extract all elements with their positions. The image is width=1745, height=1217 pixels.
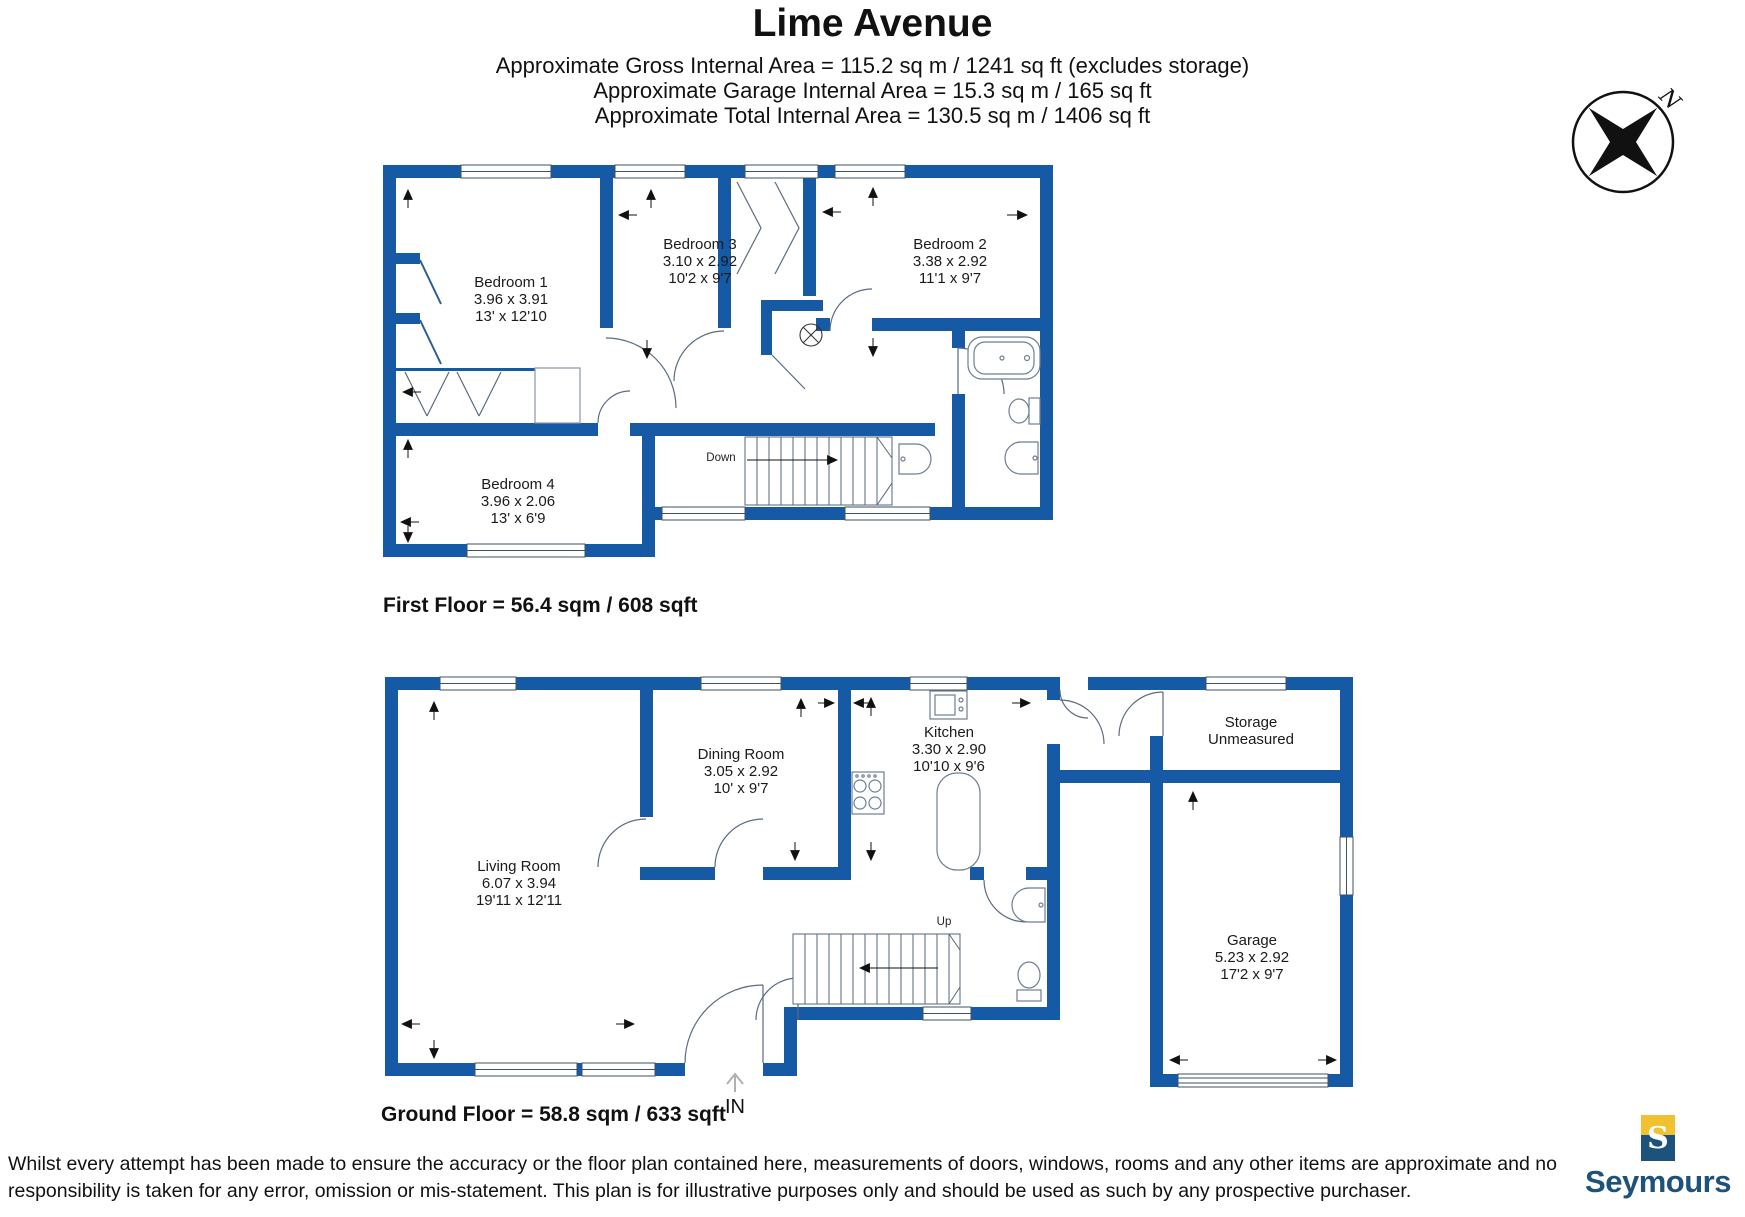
toilet-cistern: [1017, 990, 1041, 1001]
wc-fixtures: [1012, 888, 1045, 1001]
light-symbol-icon: [800, 324, 822, 346]
page-title: Lime Avenue: [752, 2, 993, 45]
gross-area-line: Approximate Gross Internal Area = 115.2 sq m / 1241 sq ft (excludes storage): [495, 53, 1250, 78]
ground-floor-caption: Ground Floor = 58.8 sqm / 633 sqft: [381, 1103, 726, 1126]
stairs-down-label: Down: [706, 452, 736, 464]
stairs-up-label: Up: [936, 916, 952, 928]
compass-north-label: N: [1653, 84, 1685, 116]
room-label-living-room: Living Room 6.07 x 3.94 19'11 x 12'11: [475, 858, 563, 909]
logo-initial: S: [1647, 1120, 1669, 1156]
room-label-bedroom-3: Bedroom 3 3.10 x 2.92 10'2 x 9'7: [662, 236, 738, 287]
garage-area-line: Approximate Garage Internal Area = 15.3 sq m / 165 sq ft: [593, 78, 1152, 103]
ground-floor-plan: [378, 672, 1363, 1132]
room-label-bedroom-4: Bedroom 4 3.96 x 2.06 13' x 6'9: [480, 476, 556, 527]
brand-name: Seymours: [1585, 1164, 1731, 1199]
first-floor-caption: First Floor = 56.4 sqm / 608 sqft: [383, 594, 698, 617]
entrance-arrow-icon: [727, 1074, 743, 1092]
seymours-logo-icon: [1641, 1115, 1675, 1161]
header: [0, 2, 1745, 128]
disclaimer: [8, 1151, 1557, 1205]
room-label-garage: Garage 5.23 x 2.92 17'2 x 9'7: [1214, 932, 1290, 983]
toilet-bowl: [1018, 962, 1040, 988]
disclaimer-line-2: responsibility is taken for any error, omission or mis-statement. This plan is for illustrative purposes only and should be used as such by any prospective purchaser.: [8, 1180, 1412, 1202]
kitchen-counter: [937, 773, 980, 870]
toilet-cistern: [1029, 398, 1040, 424]
room-label-storage: Storage Unmeasured: [1208, 714, 1294, 748]
room-label-kitchen: Kitchen 3.30 x 2.90 10'10 x 9'6: [911, 724, 987, 775]
total-area-line: Approximate Total Internal Area = 130.5 sq m / 1406 sq ft: [594, 103, 1151, 128]
disclaimer-line-1: Whilst every attempt has been made to ensure the accuracy or the floor plan contained here, measurements of doors, windows, rooms and any other items are approximate and no: [8, 1153, 1557, 1175]
first-floor-stairs: [745, 437, 892, 505]
compass-rose: [1565, 78, 1690, 203]
room-label-dining-room: Dining Room 3.05 x 2.92 10' x 9'7: [697, 746, 785, 797]
area-summary: [0, 53, 1745, 128]
toilet-bowl: [1009, 399, 1029, 423]
ground-floor-stairs: [793, 934, 960, 1004]
room-label-bedroom-2: Bedroom 2 3.38 x 2.92 11'1 x 9'7: [912, 236, 988, 287]
garage-door: [1178, 1074, 1328, 1087]
compass-icon: [1565, 78, 1690, 203]
entrance-in-label: IN: [725, 1096, 745, 1118]
room-label-bedroom-1: Bedroom 1 3.96 x 3.91 13' x 12'10: [473, 274, 549, 325]
bathroom-fixtures: [899, 337, 1040, 474]
first-floor-plan: [375, 148, 1060, 563]
